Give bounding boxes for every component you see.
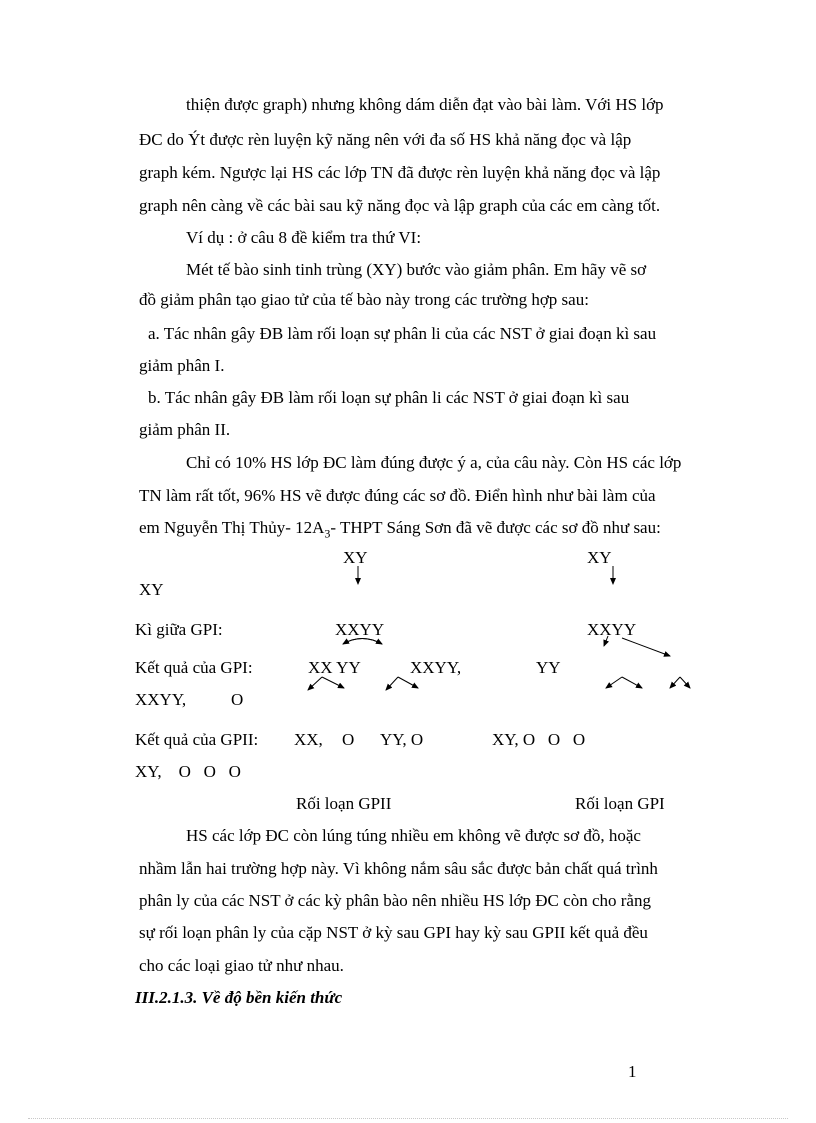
diagram-xy-margin: XY xyxy=(139,580,164,599)
arrow-right-split-1 xyxy=(606,677,622,688)
diagram-top-left: XY xyxy=(343,548,368,567)
page-number: 1 xyxy=(628,1062,637,1081)
section-title: III.2.1.3. Về độ bền kiến thức xyxy=(135,988,343,1007)
paragraph-line: thiện được graph) nhưng không dám diễn đạt vào bài làm. Với HS lớp xyxy=(186,95,664,114)
row2-label: Kết quả của GPI: xyxy=(135,658,253,677)
row3-c: YY, O xyxy=(380,730,424,749)
row2-a: XX YY xyxy=(308,658,361,677)
row2-c: YY xyxy=(536,658,561,677)
row3-a: XX, xyxy=(294,730,323,749)
arrow-right-b xyxy=(622,638,670,656)
row2-cont-a: XXYY, xyxy=(135,690,187,709)
option-b-line: giảm phân II. xyxy=(139,420,231,439)
footer-divider xyxy=(28,1118,788,1119)
closing-line: sự rối loạn phân ly của cặp NST ở kỳ sau GPI hay kỳ sau GPII kết quả đều xyxy=(139,923,648,942)
closing-line: cho các loại giao tử như nhau. xyxy=(139,956,344,975)
result-line: Chỉ có 10% HS lớp ĐC làm đúng được ý a, của câu này. Còn HS các lớp xyxy=(186,453,682,472)
row1-right: XXYY xyxy=(587,620,637,639)
row3-label: Kết quả của GPII: xyxy=(135,730,259,749)
arrow-xx-split xyxy=(308,677,322,690)
row3-d: XY, O O O xyxy=(492,730,586,749)
row2-b: XXYY, xyxy=(410,658,462,677)
example-intro: Ví dụ : ở câu 8 đề kiểm tra thứ VI: xyxy=(186,228,422,247)
result-line: TN làm rất tốt, 96% HS vẽ được đúng các sơ đồ. Điển hình như bài làm của xyxy=(139,486,656,505)
arrow-right-split-3 xyxy=(670,677,680,688)
option-b-line: b. Tác nhân gây ĐB làm rối loạn sự phân li các NST ở giai đoạn kì sau xyxy=(148,388,630,407)
paragraph-line: graph nên càng về các bài sau kỹ năng đọc và lập graph của các em càng tốt. xyxy=(139,196,661,215)
caption-left: Rối loạn GPII xyxy=(296,794,392,813)
option-a-line: giảm phân I. xyxy=(139,356,225,375)
arrow-right-split-4 xyxy=(680,677,690,688)
closing-line: HS các lớp ĐC còn lúng túng nhiều em không vẽ được sơ đồ, hoặc xyxy=(186,826,641,845)
diagram-top-right: XY xyxy=(587,548,612,567)
option-a-line: a. Tác nhân gây ĐB làm rối loạn sự phân li của các NST ở giai đoạn kì sau xyxy=(148,324,657,343)
caption-right: Rối loạn GPI xyxy=(575,794,665,813)
arrow-xx-split-2 xyxy=(322,677,344,688)
row3-b: O xyxy=(342,730,355,749)
row1-left: XXYY xyxy=(335,620,385,639)
row1-label: Kì giữa GPI: xyxy=(135,620,223,639)
arrow-right-split-2 xyxy=(622,677,642,688)
row3-cont: XY, O O O xyxy=(135,762,241,781)
closing-line: nhầm lẫn hai trường hợp này. Vì không nắm sâu sắc được bản chất quá trình xyxy=(139,859,658,878)
result-line: em Nguyễn Thị Thủy- $12A_3-$ THPT Sáng Sơn đã vẽ được các sơ đồ như sau: xyxy=(139,518,661,541)
paragraph-line: graph kém. Ngược lại HS các lớp TN đã được rèn luyện khả năng đọc và lập xyxy=(139,163,661,182)
row2-cont-b: O xyxy=(231,690,244,709)
question-line: Mét tế bào sinh tinh trùng (XY) bước vào giảm phân. Em hãy vẽ sơ xyxy=(186,260,647,279)
question-line: đồ giảm phân tạo giao tử của tế bào này trong các trường hợp sau: xyxy=(139,290,589,309)
paragraph-line: ĐC do Ýt được rèn luyện kỹ năng nên với đa số HS khả năng đọc và lập xyxy=(139,130,632,149)
arrow-yy-split xyxy=(386,677,398,690)
closing-line: phân ly của các NST ở các kỳ phân bào nên nhiều HS lớp ĐC còn cho rằng xyxy=(139,891,651,910)
arrow-yy-split-2 xyxy=(398,677,418,688)
